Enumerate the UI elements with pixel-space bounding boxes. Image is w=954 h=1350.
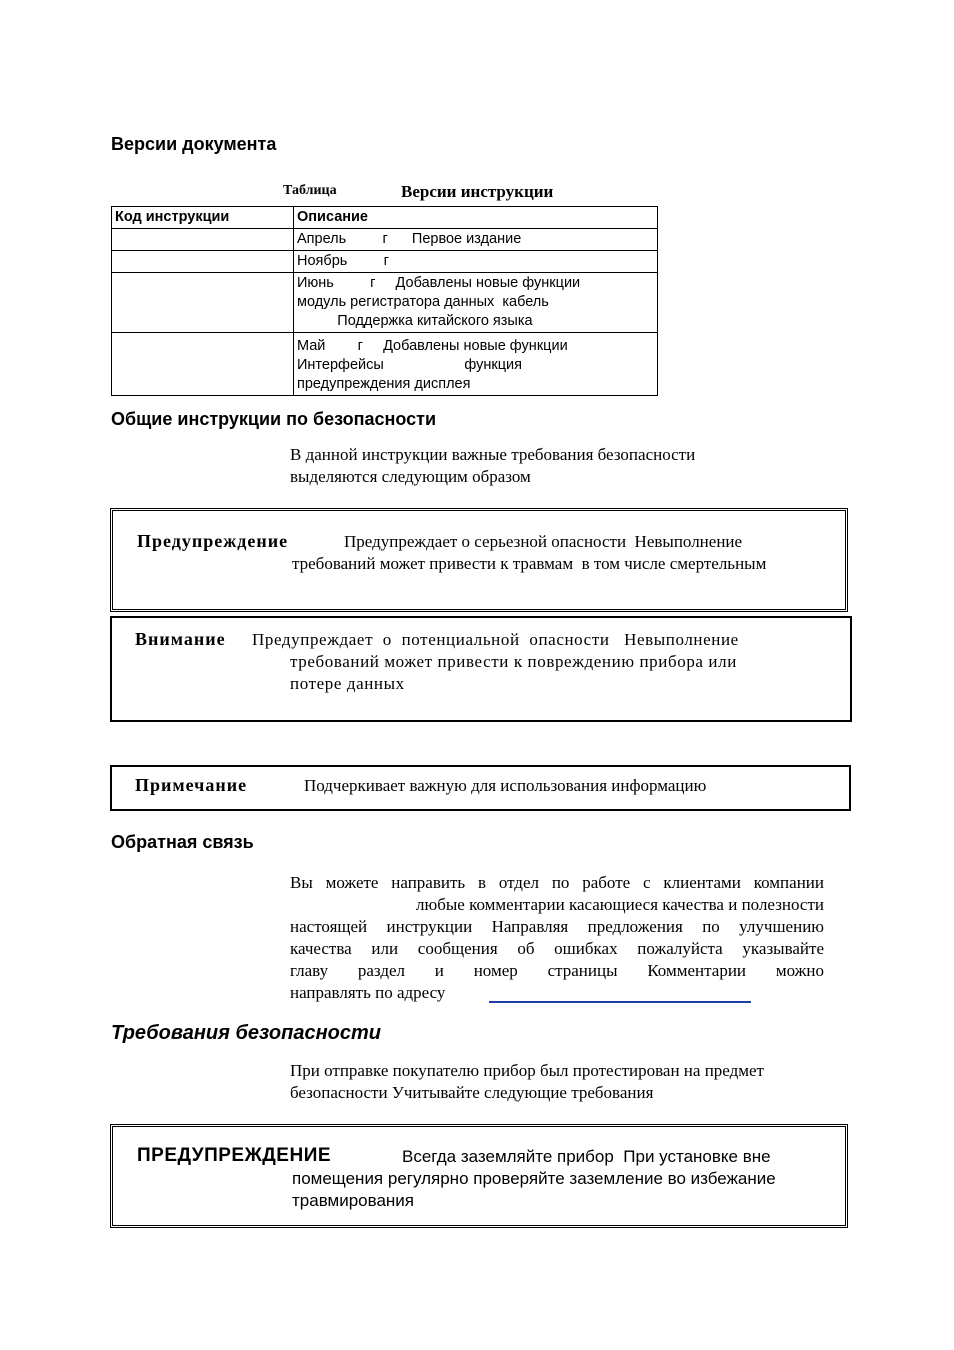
description-line: предупреждения дисплея [297, 376, 471, 392]
row-description [294, 273, 658, 333]
feedback-line: главу раздел и номер страницы Комментарии можно [290, 961, 824, 980]
row-description [294, 229, 658, 251]
table-caption-prefix: Таблица [283, 183, 337, 198]
requirements-heading: Требования безопасности [111, 1022, 382, 1044]
danger-box [110, 1124, 848, 1228]
danger-text-line1: Всегда заземляйте прибор При установке вне [402, 1147, 771, 1166]
note-box [110, 765, 851, 811]
feedback-heading: Обратная связь [111, 832, 254, 852]
address-link-underline[interactable] [489, 1001, 751, 1003]
intro-line: выделяются следующим образом [290, 467, 531, 486]
row-description [294, 251, 658, 273]
note-text: Подчеркивает важную для использования информацию [304, 776, 707, 795]
description-line: Апрель г Первое издание [297, 231, 522, 247]
description-line: Июнь г Добавлены новые функции [297, 275, 581, 291]
table-row [112, 229, 658, 251]
caution-box [110, 616, 852, 722]
danger-text-line2: помещения регулярно проверяйте заземление во избежание [292, 1169, 776, 1188]
warning-label: Предупреждение [137, 531, 289, 551]
feedback-line: любые комментарии касающиеся качества и полезности [416, 895, 824, 914]
warning-box [110, 508, 848, 612]
table-row [112, 273, 658, 333]
description-line: Май г Добавлены новые функции [297, 338, 568, 354]
column-header-description: Описание [294, 207, 658, 229]
caution-label: Внимание [135, 629, 226, 649]
caution-text-line2: требований может привести к повреждению прибора или [290, 652, 737, 671]
feedback-line: качества или сообщения об ошибках пожалуйста указывайте [290, 939, 824, 958]
feedback-paragraph [290, 872, 824, 1004]
note-label: Примечание [135, 775, 248, 795]
table-caption-title: Версии инструкции [401, 182, 554, 201]
versions-heading: Версии документа [111, 134, 277, 154]
description-line: Интерфейсы функция [297, 357, 522, 373]
intro-line: В данной инструкции важные требования безопасности [290, 445, 696, 464]
row-code [112, 229, 294, 251]
caution-text-line3: потере данных [290, 674, 405, 693]
danger-label: ПРЕДУПРЕЖДЕНИЕ [137, 1145, 332, 1166]
description-line: Поддержка китайского языка [297, 313, 533, 329]
table-header-row [112, 207, 658, 229]
row-description [294, 333, 658, 396]
column-header-code: Код инструкции [112, 207, 294, 229]
intro-line: При отправке покупателю прибор был протестирован на предмет [290, 1061, 764, 1080]
table-row [112, 251, 658, 273]
intro-line: безопасности Учитывайте следующие требования [290, 1083, 654, 1102]
requirements-intro [290, 1060, 824, 1104]
general-safety-heading: Общие инструкции по безопасности [111, 409, 437, 429]
versions-table [111, 206, 658, 396]
description-line: Ноябрь г [297, 253, 389, 269]
danger-text-line3: травмирования [292, 1191, 415, 1210]
feedback-line: Вы можете направить в отдел по работе с клиентами компании [290, 873, 824, 892]
general-safety-intro [290, 444, 824, 488]
row-code [112, 333, 294, 396]
caution-text-line1: Предупреждает о потенциальной опасности Невыполнение [252, 630, 739, 649]
table-row [112, 333, 658, 396]
feedback-last-line [290, 982, 824, 1004]
row-code [112, 251, 294, 273]
description-line: модуль регистратора данных кабель [297, 294, 549, 310]
warning-text-line2: требований может привести к травмам в том числе смертельным [292, 554, 767, 573]
warning-text-line1: Предупреждает о серьезной опасности Невыполнение [344, 532, 743, 551]
row-code [112, 273, 294, 333]
feedback-line: настоящей инструкции Направляя предложения по улучшению [290, 917, 824, 936]
feedback-address-label: направлять по адресу [290, 983, 446, 1002]
